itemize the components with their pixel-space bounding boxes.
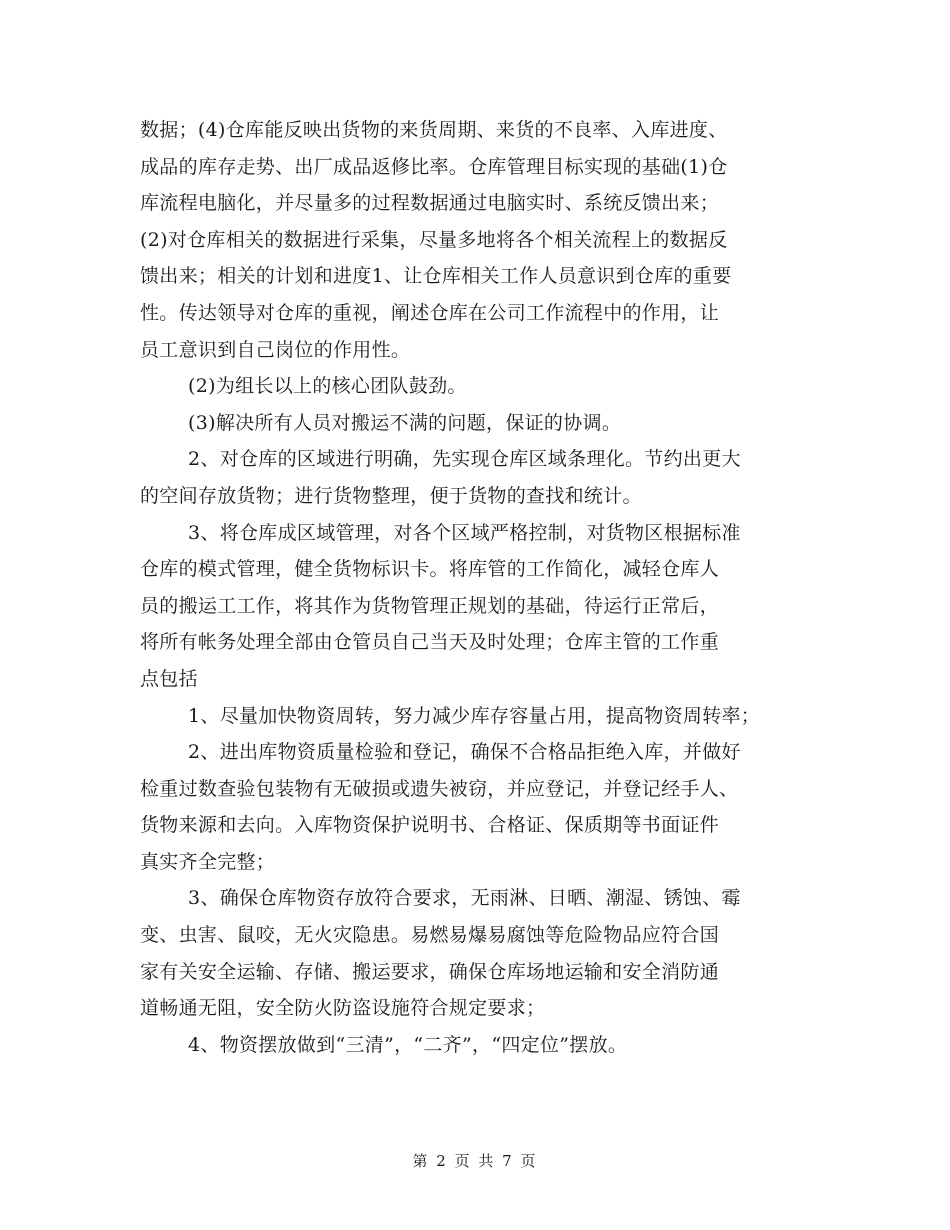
text-line: 真实齐全完整； [140, 850, 276, 873]
text-line: 库流程电脑化，并尽量多的过程数据通过电脑实时、系统反馈出来； [140, 192, 720, 215]
text-line: 员的搬运工工作，将其作为货物管理正规划的基础，待运行正常后， [140, 594, 720, 617]
text-line: 数据；(4)仓库能反映出货物的来货周期、来货的不良率、入库进度、 [140, 119, 728, 141]
document-body [140, 112, 812, 1063]
text-line: 的空间存放货物；进行货物整理，便于货物的查找和统计。 [140, 484, 642, 507]
text-line: 家有关安全运输、存储、搬运要求，确保仓库场地运输和安全消防通 [140, 960, 720, 983]
text-line: 检重过数查验包装物有无破损或遗失被窃，并应登记，并登记经手人、 [140, 777, 739, 800]
text-line: 仓库的模式管理，健全货物标识卡。将库管的工作简化，减轻仓库人 [140, 558, 720, 581]
text-line: 道畅通无阻，安全防火防盗设施符合规定要求； [140, 997, 546, 1020]
text-line: 1、尽量加快物资周转，努力减少库存容量占用，提高物资周转率； [188, 704, 761, 727]
text-line: 馈出来；相关的计划和进度1、让仓库相关工作人员意识到仓库的重要 [140, 265, 732, 288]
text-line: (2)对仓库相关的数据进行采集，尽量多地将各个相关流程上的数据反 [140, 228, 728, 251]
text-line: 性。传达领导对仓库的重视，阐述仓库在公司工作流程中的作用，让 [140, 301, 720, 324]
text-line: 将所有帐务处理全部由仓管员自己当天及时处理；仓库主管的工作重 [140, 631, 720, 654]
text-line: 成品的库存走势、出厂成品返修比率。仓库管理目标实现的基础(1)仓 [140, 155, 728, 178]
page-footer: 第 2 页 共 7 页 [412, 1152, 538, 1170]
text-line: 4、物资摆放做到“三清”，“二齐”，“四定位”摆放。 [188, 1033, 628, 1056]
text-line: 变、虫害、鼠咬，无火灾隐患。易燃易爆易腐蚀等危险物品应符合国 [140, 924, 720, 947]
text-line: 2、进出库物资质量检验和登记，确保不合格品拒绝入库，并做好 [188, 741, 741, 764]
text-line: 点包括 [140, 667, 198, 690]
text-line: 员工意识到自己岗位的作用性。 [140, 338, 411, 361]
text-line: (2)为组长以上的核心团队鼓劲。 [188, 375, 467, 398]
text-line: 货物来源和去向。入库物资保护说明书、合格证、保质期等书面证件 [140, 814, 720, 837]
text-line: 3、确保仓库物资存放符合要求，无雨淋、日晒、潮湿、锈蚀、霉 [188, 887, 741, 910]
text-line: (3)解决所有人员对搬运不满的问题，保证的协调。 [188, 411, 622, 434]
text-line: 2、对仓库的区域进行明确，先实现仓库区域条理化。节约出更大 [188, 448, 741, 471]
text-line: 3、将仓库成区域管理，对各个区域严格控制，对货物区根据标准 [188, 521, 741, 544]
